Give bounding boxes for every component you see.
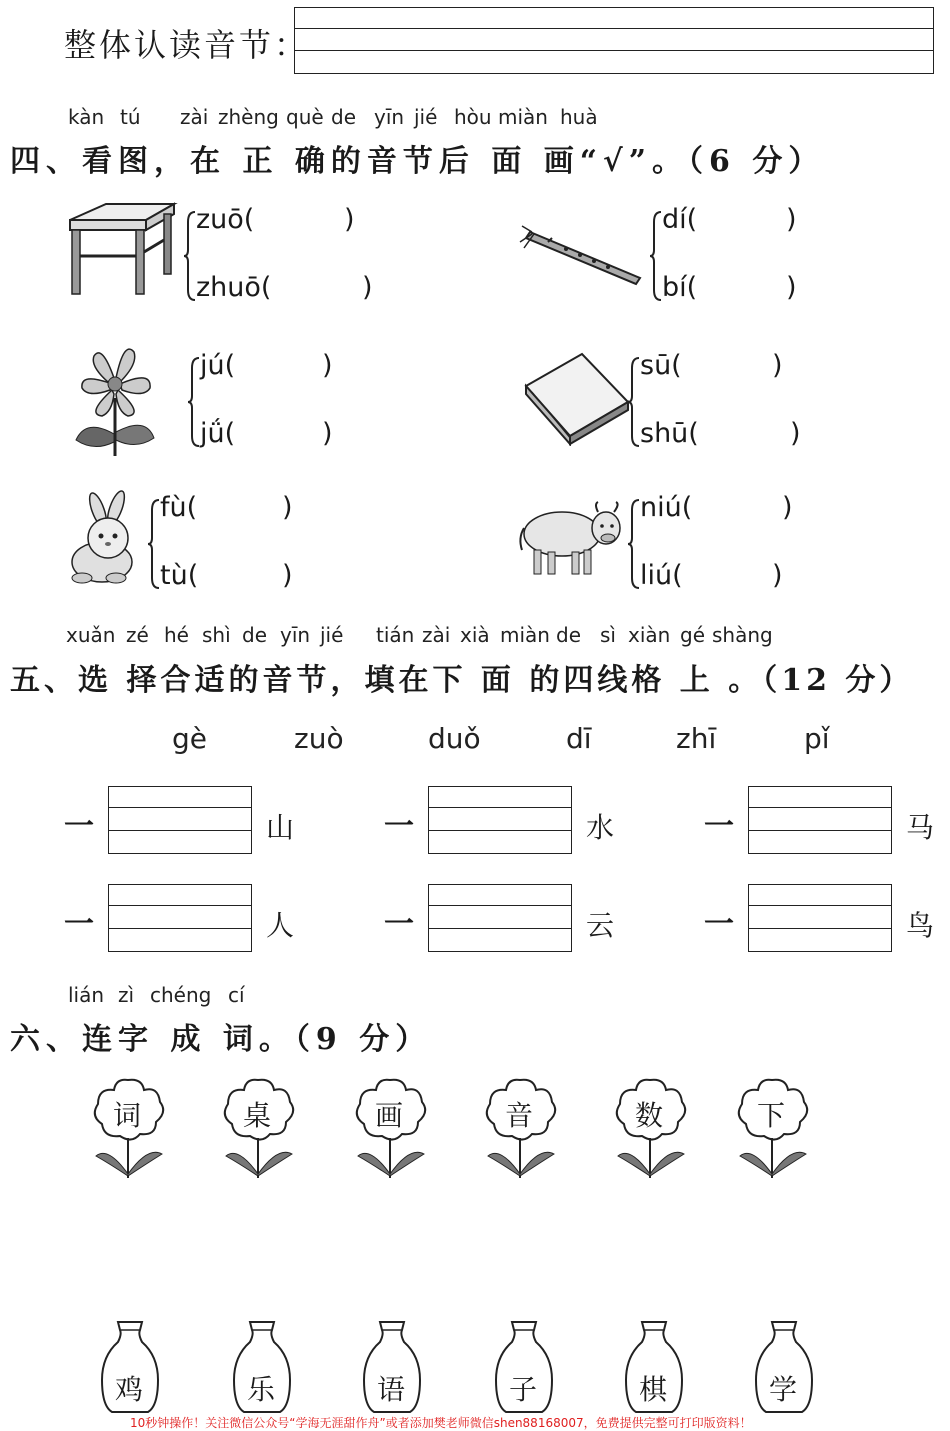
option-group [628,492,808,592]
close-paren: ) [790,418,801,449]
answer-blank[interactable] [706,274,782,304]
four-line-grid[interactable] [748,786,892,854]
close-paren: ) [282,560,293,591]
close-paren: ) [786,272,797,303]
vase-item[interactable] [360,1320,424,1414]
vase-char: 语 [377,1373,406,1406]
vase-item[interactable] [752,1320,816,1414]
syllable-choice[interactable]: duǒ [428,722,481,755]
pinyin-option: jǘ( [200,418,236,449]
flower-item[interactable] [478,1076,562,1180]
section4-pinyin: kàn tú zài zhèng què de yīn jié hòu miàn huà [68,105,598,129]
flower-item[interactable] [730,1076,814,1180]
pinyin-option: tù( [160,560,199,591]
close-paren: ) [322,418,333,449]
book-icon [522,350,632,446]
section6-title: 六、连字 成 词。（9 分） [10,1022,432,1057]
four-line-grid[interactable] [428,884,572,952]
pinyin-option: sū( [640,350,682,381]
vase-char: 棋 [639,1373,668,1406]
close-paren: ) [344,204,355,235]
pinyin-option: zuō( [196,204,255,235]
close-paren: ) [772,350,783,381]
pinyin-option: zhuō( [196,272,272,303]
answer-blank[interactable] [280,274,356,304]
vase-char: 鸡 [115,1373,144,1406]
syllable-choice[interactable]: zuò [294,722,344,755]
measure-noun-char: 山 [266,811,295,844]
prefix-char: 一 [704,809,734,844]
footer-promo-text: 10秒钟操作！关注微信公众号“学海无涯甜作舟”或者添加樊老师微信shen88168007，免费提供完整可打印版资料！ [130,1416,752,1430]
answer-blank[interactable] [262,206,338,236]
prefix-char: 一 [64,907,94,942]
syllable-choice[interactable]: dī [566,722,592,755]
pinyin-option: dí( [662,204,698,235]
prefix-char: 一 [384,809,414,844]
option-group [148,492,308,592]
flower-item[interactable] [86,1076,170,1180]
vase-item[interactable] [230,1320,294,1414]
rabbit-icon [62,490,152,586]
close-paren: ) [282,492,293,523]
measure-noun-char: 水 [586,811,615,844]
flower-item[interactable] [216,1076,300,1180]
answer-blank[interactable] [244,420,316,450]
four-line-grid[interactable] [108,884,252,952]
pinyin-option: liú( [640,560,683,591]
cow-icon [516,498,628,578]
section5-title: 五、选 择合适的音节，填在下 面 的四线格 上 。（12 分） [10,663,914,698]
option-group [184,204,384,304]
flower-item[interactable] [608,1076,692,1180]
syllable-choice[interactable]: pǐ [804,722,830,755]
four-line-grid[interactable] [748,884,892,952]
vase-item[interactable] [492,1320,556,1414]
syllable-choice[interactable]: gè [172,722,207,755]
pinyin-option: bí( [662,272,698,303]
flute-icon [516,218,648,290]
answer-blank[interactable] [204,494,276,524]
answer-blank[interactable] [694,352,766,382]
prefix-char: 一 [384,907,414,942]
answer-blank[interactable] [706,206,782,236]
prefix-char: 一 [704,907,734,942]
pinyin-option: niú( [640,492,693,523]
close-paren: ) [322,350,333,381]
vase-item[interactable] [98,1320,162,1414]
pinyin-option: jú( [200,350,236,381]
answer-blank[interactable] [714,420,786,450]
flower-char: 画 [375,1099,404,1132]
four-line-grid[interactable] [108,786,252,854]
flower-char: 词 [113,1099,142,1132]
pinyin-option: shū( [640,418,699,449]
prefix-char: 一 [64,809,94,844]
flower-item[interactable] [348,1076,432,1180]
four-line-grid[interactable] [428,786,572,854]
close-paren: ) [786,204,797,235]
measure-noun-char: 云 [586,909,615,942]
syllable-choice[interactable]: zhī [676,722,717,755]
brace-icon [650,210,662,302]
answer-blank[interactable] [694,562,766,592]
close-paren: ) [772,560,783,591]
brace-icon [184,210,196,302]
measure-noun-char: 马 [906,811,935,844]
vase-char: 乐 [247,1373,276,1406]
pinyin-option: fù( [160,492,198,523]
option-group [650,204,810,304]
vase-item[interactable] [622,1320,686,1414]
brace-icon [188,356,200,448]
brace-icon [148,498,160,590]
answer-blank[interactable] [704,494,776,524]
flower-char: 桌 [243,1099,272,1132]
measure-noun-char: 鸟 [906,909,935,942]
flower-char: 音 [505,1099,534,1132]
measure-noun-char: 人 [266,909,295,942]
option-group [628,350,808,450]
close-paren: ) [362,272,373,303]
brace-icon [628,498,640,590]
section5-pinyin: xuǎn zé hé shì de yīn jié tián zài xià miàn de sì xiàn gé shàng [66,623,773,647]
section6-pinyin: lián zì chéng cí [68,983,245,1007]
answer-blank[interactable] [204,562,276,592]
flower-char: 下 [757,1099,786,1132]
vase-char: 子 [509,1373,538,1406]
answer-blank[interactable] [244,352,316,382]
table-icon [66,200,178,300]
flower-char: 数 [635,1099,664,1132]
whole-syllable-label: 整体认读音节： [64,26,310,64]
option-group [188,350,348,450]
vase-char: 学 [769,1373,798,1406]
chrysanthemum-icon [72,338,158,460]
brace-icon [628,356,640,448]
whole-syllable-writing-lines[interactable] [294,7,934,74]
syllable-choices [0,722,950,758]
close-paren: ) [782,492,793,523]
section4-title: 四、看图，在 正 确的音节后 面 画“√”。（6 分） [10,144,825,179]
